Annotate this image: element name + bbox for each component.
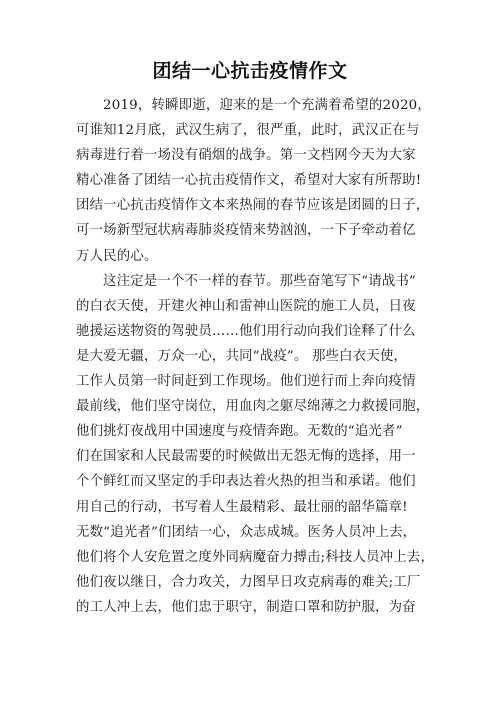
body-line: 个个鲜红而又坚定的手印表达着火热的担当和承诺。他们 (76, 474, 416, 490)
body-line: 最前线，他们坚守岗位，用血肉之躯尽绵薄之力救援同胞， (76, 399, 430, 415)
body-line: 他们夜以继日，合力攻关，力图早日攻克病毒的难关;工厂 (76, 574, 421, 590)
body-line: 病毒进行着一场没有硝烟的战争。第一文档网今天为大家 (76, 148, 416, 164)
body-line: 可谁知12月底，武汉生病了，很严重，此时，武汉正在与 (76, 123, 420, 139)
body-line: 他们挑灯夜战用中国速度与疫情奔跑。无数的“追光者” (76, 424, 403, 440)
body-line: 是大爱无疆，万众一心，共同“战疫”。 那些白衣天使， (76, 348, 408, 364)
body-line: 们在国家和人民最需要的时候做出无怨无悔的选择，用一 (76, 449, 416, 465)
body-line: 万人民的心。 (76, 248, 158, 264)
body-line: 工作人员第一时间赶到工作现场。他们逆行而上奔向疫情 (76, 374, 416, 390)
document-body (76, 93, 436, 620)
body-line: 驰援运送物资的驾驶员……他们用行动向我们诠释了什么 (76, 323, 416, 339)
document-title: 团结一心抗击疫情作文 (152, 60, 348, 82)
body-line: 他们将个人安危置之度外同病魔奋力搏击;科技人员冲上去， (76, 549, 435, 565)
body-line: 用自己的行动，书写着人生最精彩、最壮丽的韶华篇章! (76, 499, 408, 515)
body-line: 这注定是一个不一样的春节。那些奋笔写下“请战书” (103, 273, 417, 289)
body-line: 2019，转瞬即逝，迎来的是一个充满着希望的2020， (103, 98, 431, 113)
body-line: 精心准备了团结一心抗击疫情作文，希望对大家有所帮助! (76, 173, 422, 189)
body-line: 的白衣天使，开建火神山和雷神山医院的施工人员，日夜 (76, 298, 416, 314)
body-line: 无数“追光者”们团结一心，众志成城。医务人员冲上去， (76, 524, 417, 540)
body-line: 团结一心抗击疫情作文本来热闹的春节应该是团圆的日子， (76, 198, 430, 214)
body-line: 可一场新型冠状病毒肺炎疫情来势汹汹，一下子牵动着亿 (76, 223, 416, 239)
body-line: 的工人冲上去，他们忠于职守，制造口罩和防护服，为奋 (76, 599, 416, 615)
